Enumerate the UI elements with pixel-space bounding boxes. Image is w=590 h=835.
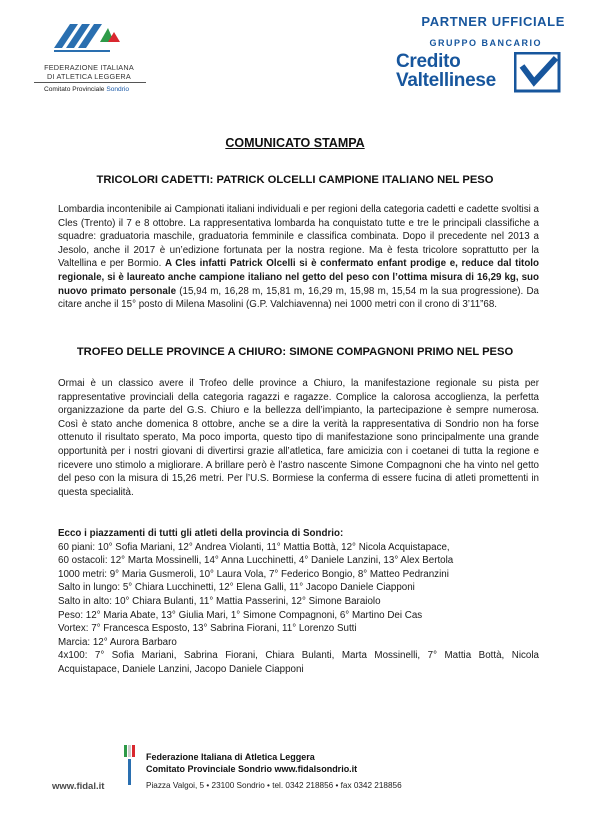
- section1-highlight: A Cles infatti Patrick Olcelli si è confermato enfant prodige e, reduce dal titolo regionale, si è laureato anche campione italiano nel getto del peso con l’ottima misura di 16,29 kg, suo nuovo primato personale: [58, 258, 540, 297]
- section2-paragraph: Ormai è un classico avere il Trofeo delle province a Chiuro, la manifestazione regionale su pista per rappresentative provinciali della categoria ragazzi e ragazze. Complice la calorosa accoglienza, la perfetta organizzazione da parte del G.S. Chiuro e la bellezza dell’impianto, la partecipazione è sempre numerosa. Così è stato anche domenica 8 ottobre, anche se a dire la verità la rappresentativa di Sondrio non ha forse ottenuto il risultato sperato, Ma poco importa, questo tipo di manifestazione sono principalmente una grande opportunità per i nostri giovani di divertirsi grazie all’atletica, fare amicizia con i coetanei di tutta la regione e ricevere uno stimolo a migliorare. A brillare però è l’astro nascente Simone Compagnoni che ha vinto nel getto del peso con la misura di 15,26 metri. Per l’U.S. Bormiese la conferma di essere fucina di atleti promettenti in questa specialità.: [58, 378, 539, 498]
- header-divider: [34, 82, 146, 83]
- section1-paragraph: Lombardia incontenibile ai Campionati italiani individuali e per regioni della categoria cadetti e cadette svoltisi a Cles (Trento) il 7 e 8 ottobre. La rappresentativa lombarda ha conquistato tutte e tre le principali classifiche a squadre: graduatoria maschile, graduatoria femminile e classifica combinata. Dopo il precedente nel 2013 a Jesolo, anche il 2017 è un’edizione fortunata per la nostra regione. Ma è festa tricolore soprattutto per la Valtellina e per Bormio. A Cles infatti Patrick Olcelli si è confermato enfant prodige e, reduce dal titolo regionale, si è laureato anche campione italiano nel getto del peso con l’ottima misura di 16,29 kg, suo nuovo primato personale (15,94 m, 16,28 m, 15,81 m, 16,29 m, 15,98 m, 15,54 m la sua progressione). Da citare anche il 15° posto di Milena Masolini (G.P. Valchiavenna) nei 1000 metri con il crono di 3’11”68.: [58, 204, 540, 311]
- federation-name: FEDERAZIONE ITALIANA DI ATLETICA LEGGERA: [44, 63, 134, 81]
- section1-heading: TRICOLORI CADETTI: PATRICK OLCELLI CAMPIONE ITALIANO NEL PESO: [96, 174, 494, 186]
- relay-row: 4x100: 7° Sofia Mariani, Sabrina Fiorani, Chiara Bulanti, Marta Mossinelli, 7° Mattia Bottà, Nicola Acquistapace, Daniele Lanzini, Jacopo Daniele Ciapponi: [58, 650, 539, 675]
- gruppo-label: GRUPPO BANCARIO: [429, 38, 542, 48]
- result-row: Vortex: 7° Francesca Esposto, 13° Sabrina Fiorani, 11° Lorenzo Sutti: [58, 623, 357, 635]
- result-row: 60 ostacoli: 12° Marta Mossinelli, 14° Anna Lucchinetti, 4° Daniele Lanzini, 13° Alex Bertola: [58, 555, 454, 567]
- section2-heading: TROFEO DELLE PROVINCE A CHIURO: SIMONE COMPAGNONI PRIMO NEL PESO: [76, 346, 514, 358]
- page-title: COMUNICATO STAMPA: [225, 136, 365, 150]
- result-row: 1000 metri: 9° Maria Gusmeroli, 10° Laura Vola, 7° Federico Bongio, 8° Matteo Pedranzini: [58, 568, 449, 580]
- footer-flag-icon: [124, 745, 136, 785]
- footer-website-link[interactable]: www.fidal.it: [52, 781, 105, 792]
- footer-address: Piazza Valgoi, 5 • 23100 Sondrio • tel. 0342 218856 • fax 0342 218856: [146, 781, 402, 790]
- result-row: Marcia: 12° Aurora Barbaro: [58, 636, 177, 648]
- footer-federation: Federazione Italiana di Atletica Leggera: [146, 752, 315, 762]
- comitato-label: Comitato Provinciale Sondrio: [44, 86, 130, 93]
- credito-valtellinese-logo-icon: [514, 52, 564, 94]
- footer-comitato: Comitato Provinciale Sondrio www.fidalsondrio.it: [146, 764, 358, 774]
- credito-valtellinese-brand: Credito Valtellinese: [396, 51, 496, 91]
- fidal-logo-icon: [52, 18, 124, 58]
- results-list: [58, 527, 539, 677]
- result-row: 60 piani: 10° Sofia Mariani, 12° Andrea Violanti, 11° Mattia Bottà, 12° Nicola Acquistapace,: [58, 541, 450, 553]
- results-heading: Ecco i piazzamenti di tutti gli atleti della provincia di Sondrio:: [58, 528, 344, 539]
- result-row: Salto in alto: 10° Chiara Bulanti, 11° Mattia Passerini, 12° Simone Baraiolo: [58, 595, 381, 607]
- partner-label: PARTNER UFFICIALE: [421, 14, 565, 29]
- result-row: Peso: 12° Maria Abate, 13° Giulia Mari, 1° Simone Compagnoni, 6° Martino Dei Cas: [58, 609, 423, 621]
- result-row: Salto in lungo: 5° Chiara Lucchinetti, 12° Elena Galli, 11° Jacopo Daniele Ciapponi: [58, 582, 415, 594]
